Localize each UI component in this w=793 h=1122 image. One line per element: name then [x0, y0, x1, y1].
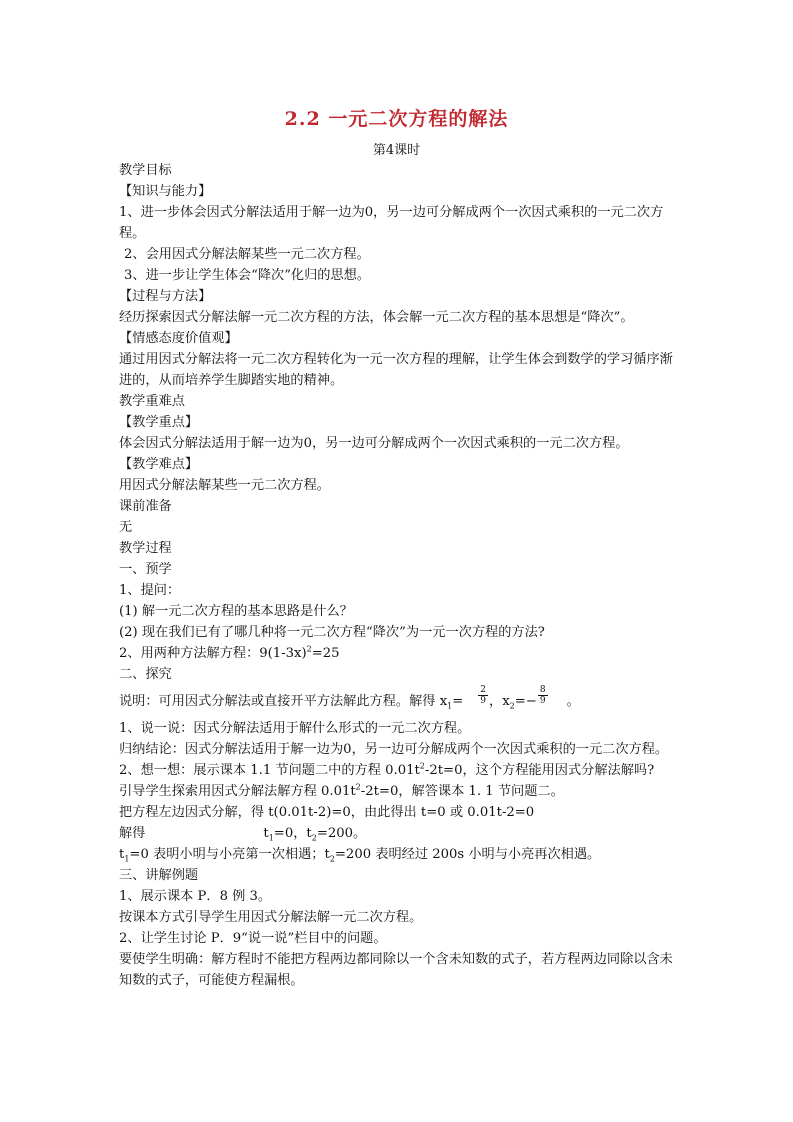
section-preview: 一、预学 [119, 562, 172, 577]
heading-attitude-values: 【情感态度价值观】 [119, 331, 238, 346]
process-method-text: 经历探索因式分解法解一元二次方程的方法，体会解一元二次方程的基本思想是“降次”。 [119, 310, 634, 325]
question-1: (1) 解一元二次方程的基本思路是什么？ [119, 604, 353, 619]
guide-explore-line: 引导学生探索用因式分解法解方程 $0.01t^2-2t=0$，解答课本 1. 1 节问题二。 [119, 782, 564, 799]
heading-key-point: 【教学重点】 [119, 415, 199, 430]
question-heading: 1、提问： [119, 583, 181, 598]
example-item-1: 1、展示课本 P．8 例 3。 [119, 889, 272, 904]
section-explore: 二、探究 [119, 667, 172, 682]
heading-process-method: 【过程与方法】 [119, 289, 212, 304]
document-title: 2.2 一元二次方程的解法 [284, 108, 509, 130]
heading-key-difficult-points: 教学重难点 [119, 394, 185, 409]
solution-line: 解得 $t_1=0$，$t_2=200$。 [119, 826, 367, 843]
clarification-text: 要使学生明确：解方程时不能把方程两边都同除以一个含未知数的式子，若方程两边同除以含未知数的式子，可能使方程漏根。 [119, 952, 673, 988]
heading-knowledge-ability: 【知识与能力】 [119, 184, 212, 199]
summary-conclusion: 归纳结论：因式分解法适用于解一边为0，另一边可分解成两个一次因式乘积的一元二次方程。 [119, 742, 669, 757]
goal-item-3: 3、进一步让学生体会“降次”化归的思想。 [124, 268, 371, 283]
meaning-line: $t_1=0$ 表明小明与小亮第一次相遇；$t_2=200$ 表明经过 200s 小明与小亮再次相遇。 [119, 847, 601, 864]
document-body [119, 160, 679, 991]
difficult-point-text: 用因式分解法解某些一元二次方程。 [119, 478, 330, 493]
key-point-text: 体会因式分解法适用于解一边为0，另一边可分解成两个一次因式乘积的一元二次方程。 [119, 436, 629, 451]
heading-teaching-goals: 教学目标 [119, 163, 172, 178]
example-guide: 按课本方式引导学生用因式分解法解一元二次方程。 [119, 910, 423, 925]
factor-line: 把方程左边因式分解，得 t(0.01t-2)=0，由此得出 t=0 或 0.01t-2=0 [119, 805, 535, 820]
lesson-number: 第4课时 [372, 143, 421, 158]
example-item-2: 2、让学生讨论 P．9“说一说”栏目中的问题。 [119, 931, 387, 946]
preparation-text: 无 [119, 520, 133, 535]
fraction-eight-ninths: $\frac{8}{9}$ [539, 685, 546, 706]
say-it-item: 1、说一说：因式分解法适用于解什么形式的一元二次方程。 [119, 721, 471, 736]
heading-difficult-point: 【教学难点】 [119, 457, 199, 472]
heading-preparation: 课前准备 [119, 499, 172, 514]
solve-equation-task: 2、用两种方法解方程：$9(1-3x)^2=25$ [119, 644, 340, 661]
solution-explanation: 说明：可用因式分解法或直接开平方法解此方程。解得 $x_1=$ $\frac{2}{9}$ ，$x_2=-$ $\frac{8}{9}$ 。 [119, 685, 580, 711]
goal-item-1: 1、进一步体会因式分解法适用于解一边为0，另一边可分解成两个一次因式乘积的一元二次方程。 [119, 205, 664, 241]
attitude-values-text: 通过用因式分解法将一元二次方程转化为一元一次方程的理解，让学生体会到数学的学习循序渐进的，从而培养学生脚踏实地的精神。 [119, 352, 673, 388]
goal-item-2: 2、会用因式分解法解某些一元二次方程。 [124, 247, 370, 262]
section-examples: 三、讲解例题 [119, 868, 199, 883]
heading-teaching-process: 教学过程 [119, 541, 172, 556]
question-2: (2) 现在我们已有了哪几种将一元二次方程“降次”为一元一次方程的方法? [119, 625, 545, 640]
think-it-item: 2、想一想：展示课本 1.1 节问题二中的方程 $0.01t^2-2t=0$，这个方程能用因式分解法解吗? [119, 761, 655, 778]
fraction-two-ninths: $\frac{2}{9}$ [480, 685, 487, 706]
